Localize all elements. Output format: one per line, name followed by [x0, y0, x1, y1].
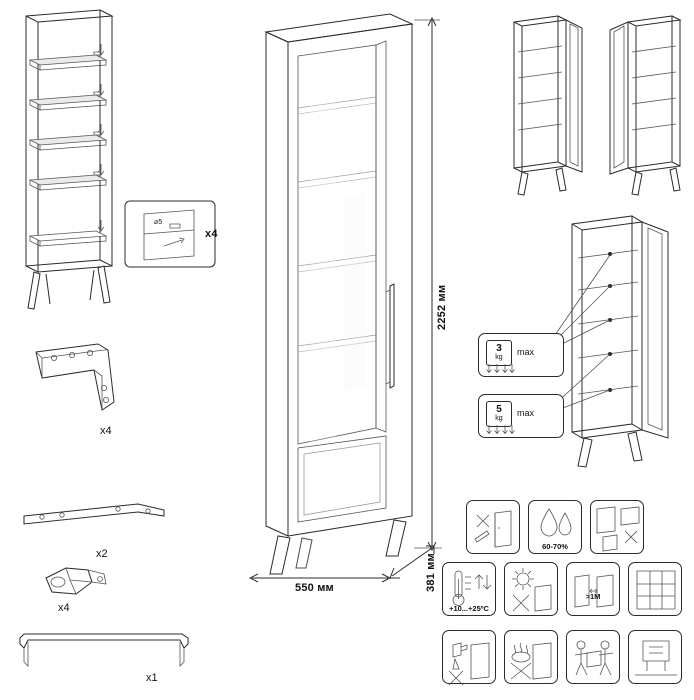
max-label-3: max [517, 347, 535, 357]
level-floor-icon [628, 630, 682, 684]
exploded-shelf-view [8, 8, 128, 318]
kg-value: 3 [496, 343, 502, 354]
svg-text:⌀5: ⌀5 [154, 219, 163, 226]
down-arrows-icon [485, 424, 515, 435]
hinge-part [36, 560, 126, 606]
depth-dimension-line [386, 530, 446, 590]
kg-unit: kg [495, 354, 503, 361]
wall-fixing-icon [628, 562, 682, 616]
kg-unit: kg [495, 415, 503, 422]
kg-value: 5 [496, 404, 502, 415]
door-swing-right-view [598, 12, 688, 202]
no-wet-cloth-icon [590, 500, 644, 554]
max-label-5: max [517, 408, 535, 418]
height-dimension-label: 2252 мм [436, 284, 448, 330]
humidity-icon [528, 500, 582, 554]
shelf-load-badge-5kg [478, 394, 564, 438]
down-arrows-icon [485, 363, 515, 374]
shelf-load-badge-3kg [478, 333, 564, 377]
hinge-qty: x4 [58, 602, 70, 614]
temperature-range-icon [442, 562, 496, 616]
width-dimension-label: 550 мм [295, 582, 334, 594]
corner-bracket-part [28, 340, 148, 422]
shelf-pin-detail-callout [124, 200, 216, 268]
door-swing-left-view [500, 12, 590, 202]
no-sharp-objects-icon [466, 500, 520, 554]
main-cabinet-view [240, 8, 430, 578]
corner-bracket-qty: x4 [100, 425, 112, 437]
min-distance-caption: >1M [585, 592, 601, 601]
no-direct-sunlight-icon [504, 562, 558, 616]
shelf-pin-qty: x4 [205, 228, 218, 240]
handle-qty: x1 [146, 672, 158, 684]
depth-dimension-label: 381 мм [425, 553, 437, 592]
flat-bar-part [18, 500, 168, 540]
flat-bar-qty: x2 [96, 548, 108, 560]
no-chemicals-icon [442, 630, 496, 684]
two-person-carry-icon [566, 630, 620, 684]
temperature-caption: +10...+25ºC [449, 604, 489, 613]
no-hot-objects-icon [504, 630, 558, 684]
handle-part [14, 628, 194, 676]
humidity-caption: 60-70% [542, 542, 568, 551]
min-distance-icon [566, 562, 620, 616]
